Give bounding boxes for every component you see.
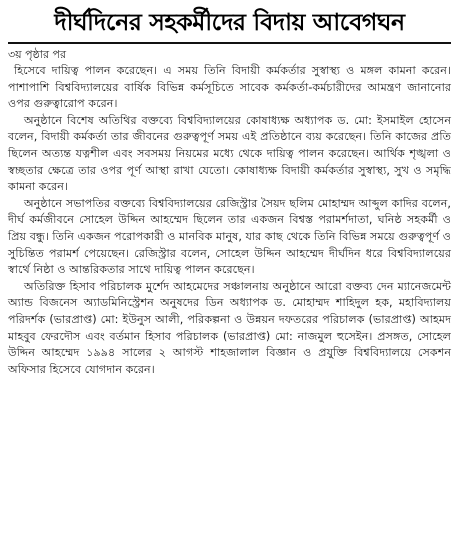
paragraph-4: অতিরিক্ত হিসাব পরিচালক মুর্শেদ আহমেদের সঞ্চালনায় অনুষ্ঠানে আরো বক্তব্য দেন ম্যানেজমেন্ট অ্যান্ড বিজনেস অ্যাডমিনিস্ট্রেশন অনুষদের ডিন অধ্যাপক ড. মোহাম্মদ শাহিদুল হক, মহাবিদ্যালয় পরিদর্শক (ভারপ্রাপ্ত) মো: ইউনুস আলী, পরিকল্পনা ও উন্নয়ন দফতরের পরিচালক (ভারপ্রাপ্ত) আহমদ মাহবুব ফেরদৌস এবং বর্তমান হিসাব পরিচালক (ভারপ্রাপ্ত) মো: নাজমুল হুসেইন। প্রসঙ্গত, সোহেল উদ্দিন আহম্মেদ ১৯৯৪ সালের ২ আগস্ট শাহজালাল বিজ্ঞান ও প্রযুক্তি বিশ্ববিদ্যালয়ে সেকশন অফিসার হিসেবে যোগদান করেন। [8,279,451,376]
paragraph-3: অনুষ্ঠানে সভাপতির বক্তব্যে বিশ্ববিদ্যালয়ের রেজিস্ট্রার সৈয়দ ছলিম মোহাম্মদ আব্দুল কাদির বলেন, দীর্ঘ কর্মজীবনে সোহেল উদ্দিন আহম্মেদ ছিলেন তার একজন বিশ্বস্ত পরামর্শদাতা, ঘনিষ্ঠ সহকর্মী ও প্রিয় বন্ধু। তিনি একজন পরোপকারী ও মানবিক মানুষ, যার কাছ থেকে তিনি বিভিন্ন সময়ে গুরুত্বপূর্ণ ও সুচিন্তিত পরামর্শ পেয়েছেন। রেজিস্ট্রার বলেন, সোহেল উদ্দিন আহম্মেদ দীর্ঘদিন ধরে বিশ্ববিদ্যালয়ের স্বার্থে নিষ্ঠা ও আন্তরিকতার সাথে দায়িত্ব পালন করেছেন। [8,196,451,277]
article-body [8,63,451,378]
paragraph-1: হিসেবে দায়িত্ব পালন করেছেন। এ সময় তিনি বিদায়ী কর্মকর্তার সুস্বাস্থ্য ও মঙ্গল কামনা করেন। পাশাপাশি বিশ্ববিদ্যালয়ের বার্ষিক বিভিন্ন কর্মসূচিতে সাবেক কর্মকর্তা-কর্মচারীদের আমন্ত্রণ জানানোর ওপর গুরুত্বারোপ করেন। [8,64,451,111]
paragraph-2: অনুষ্ঠানে বিশেষ অতিথির বক্তব্যে বিশ্ববিদ্যালয়ের কোষাধ্যক্ষ অধ্যাপক ড. মো: ইসমাইল হোসেন বলেন, বিদায়ী কর্মকর্তা তার জীবনের গুরুত্বপূর্ণ সময় এই প্রতিষ্ঠানে ব্যয় করেছেন। তিনি কাজের প্রতি ছিলেন অত্যন্ত যত্নশীল এবং সবসময় নিয়মের মধ্যে থেকে দায়িত্ব পালন করেছেন। আর্থিক শৃঙ্খলা ও স্বচ্ছতার ক্ষেত্রে তার ওপর পূর্ণ আস্থা রাখা যেতো। কোষাধ্যক্ষ বিদায়ী কর্মকর্তার সুস্বাস্থ্য, সুখ ও সমৃদ্ধি কামনা করেন। [8,113,451,194]
headline: দীর্ঘদিনের সহকর্মীদের বিদায় আবেগঘন [8,6,451,44]
continued-from-note: ৩য় পৃষ্ঠার পর [8,48,67,61]
